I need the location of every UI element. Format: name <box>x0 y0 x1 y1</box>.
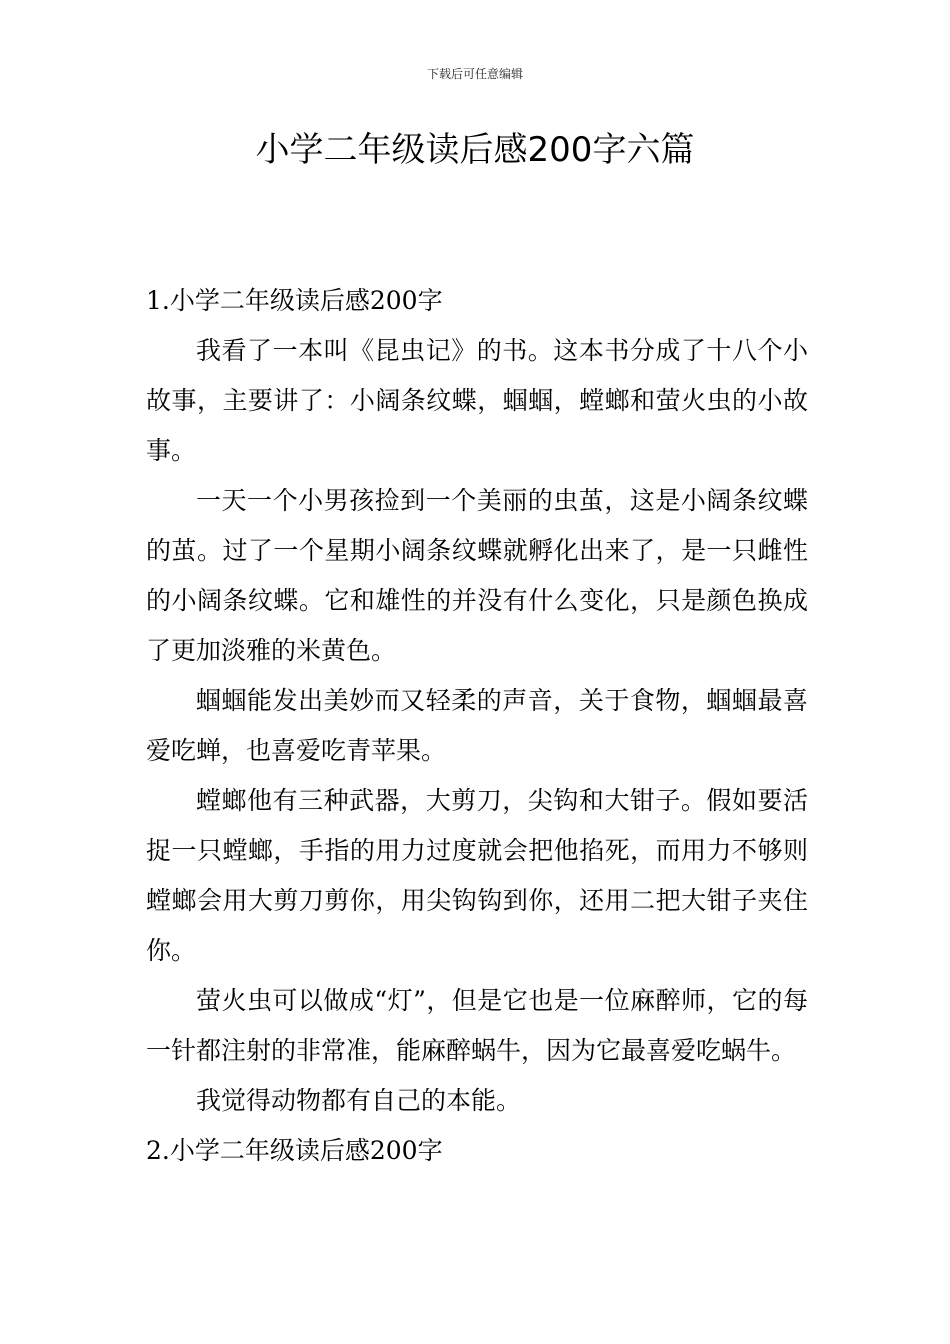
section-heading-2: 2.小学二年级读后感200字 <box>146 1136 443 1165</box>
paragraph: 萤火虫可以做成“灯”，但是它也是一位麻醉师，它的每一针都注射的非常准，能麻醉蜗牛，因为它最喜爱吃蜗牛。 <box>146 986 808 1065</box>
header-note: 下载后可任意编辑 <box>426 67 523 81</box>
paragraph: 一天一个小男孩捡到一个美丽的虫茧，这是小阔条纹蝶的茧。过了一个星期小阔条纹蝶就孵化出来了，是一只雌性的小阔条纹蝶。它和雄性的并没有什么变化，只是颜色换成了更加淡雅的米黄色。 <box>146 486 808 665</box>
document-body <box>146 276 808 1176</box>
page-title: 小学二年级读后感200字六篇 <box>255 130 695 170</box>
paragraph: 螳螂他有三种武器，大剪刀，尖钩和大钳子。假如要活捉一只螳螂，手指的用力过度就会把他掐死，而用力不够则螳螂会用大剪刀剪你，用尖钩钩到你，还用二把大钳子夹住你。 <box>146 786 808 965</box>
paragraph: 蝈蝈能发出美妙而又轻柔的声音，关于食物，蝈蝈最喜爱吃蝉，也喜爱吃青苹果。 <box>146 686 808 765</box>
paragraph: 我觉得动物都有自己的本能。 <box>196 1086 522 1115</box>
paragraph: 我看了一本叫《昆虫记》的书。这本书分成了十八个小故事，主要讲了：小阔条纹蝶，蝈蝈，螳螂和萤火虫的小故事。 <box>146 336 808 465</box>
section-heading-1: 1.小学二年级读后感200字 <box>146 286 443 315</box>
